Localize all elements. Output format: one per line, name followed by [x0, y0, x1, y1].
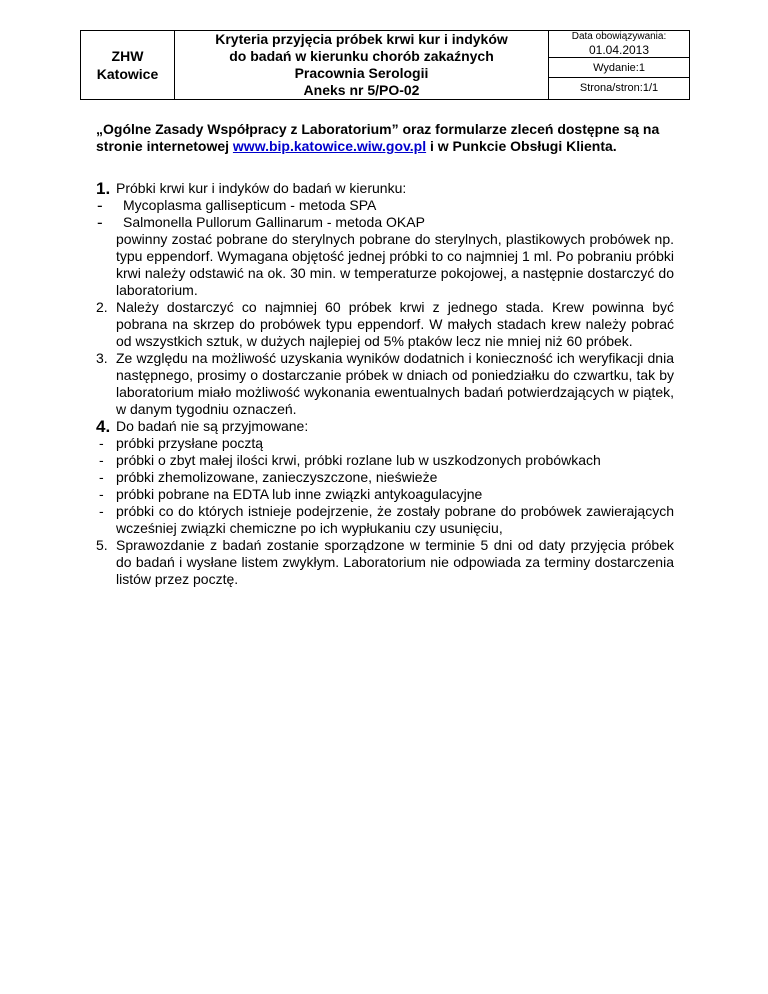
document-title — [175, 31, 549, 100]
dash-bullet: - — [97, 196, 103, 215]
effective-date-value: 01.04.2013 — [588, 43, 650, 58]
dash-bullet: - — [99, 435, 104, 451]
dash-bullet: - — [99, 486, 104, 502]
title-line: Kryteria przyjęcia próbek krwi kur i indyków — [215, 31, 508, 47]
dash-bullet: - — [99, 469, 104, 485]
sub-item-text: próbki pobrane na EDTA lub inne związki antykoagulacyjne — [116, 486, 483, 502]
item-text: Sprawozdanie z badań zostanie sporządzone w terminie 5 dni od daty przyjęcia próbek do badań i wysłane listem zwykłym. Laboratorium nie odpowiada za terminy dostarczenia listów przez pocztę. — [116, 537, 674, 587]
item-text: Ze względu na możliwość uzyskania wyników dodatnich i konieczność ich weryfikacji dnia następnego, prosimy o dostarczanie próbek w dniach od poniedziałku do czwartku, tak by laboratorium miało możliwość wykonania ewentualnych badań potwierdzających w piątek, w danym tygodniu oznaczeń. — [116, 350, 674, 417]
title-line: do badań w kierunku chorób zakaźnych — [229, 48, 494, 64]
list-item — [96, 350, 674, 418]
list-item — [96, 537, 674, 588]
sub-item — [96, 214, 674, 231]
item-number: 4. — [96, 417, 111, 436]
organization-cell — [81, 31, 175, 100]
list-item — [96, 180, 674, 197]
item-text: Należy dostarczyć co najmniej 60 próbek krwi z jednego stada. Krew powinna być pobrana na skrzep do probówek typu eppendorf. W małych stadach krew należy pobrać od wszystkich sztuk, w dużych najlepiej od 5% ptaków lecz nie mniej niż 60 próbek. — [116, 299, 674, 349]
sub-item — [96, 452, 674, 469]
list-item — [96, 418, 674, 435]
item-number: 3. — [96, 350, 108, 366]
title-line: Pracownia Serologii — [294, 65, 429, 81]
sub-item-text: Mycoplasma gallisepticum - metoda SPA — [123, 197, 377, 213]
organization-city: Katowice — [96, 66, 159, 82]
sub-item-text: próbki zhemolizowane, zanieczyszczone, nieświeże — [116, 469, 438, 485]
sub-item-text: próbki o zbyt małej ilości krwi, próbki rozlane lub w uszkodzonych probówkach — [116, 452, 601, 468]
sub-item — [96, 435, 674, 452]
effective-date-label: Data obowiązywania: — [571, 31, 667, 43]
intro-text: „Ogólne Zasady Współpracy z Laboratorium” oraz formularze zleceń dostępne są na stronie internetowej — [96, 121, 660, 154]
item-continuation-text: powinny zostać pobrane do sterylnych pobrane do sterylnych, plastikowych probówek np. typu eppendorf. Wymagana objętość jednej próbki to co najmniej 1 ml. Po pobraniu próbki krwi należy odstawić na ok. 30 min. w temperaturze pokojowej, a następnie dostarczyć do laboratorium. — [116, 231, 674, 298]
edition-cell: Wydanie:1 — [549, 58, 690, 77]
dash-bullet: - — [97, 213, 103, 232]
document-header — [80, 30, 690, 100]
sub-item — [96, 469, 674, 486]
dash-bullet: - — [99, 503, 104, 519]
item-number: 1. — [96, 179, 111, 198]
list-item — [96, 299, 674, 350]
website-link[interactable]: www.bip.katowice.wiw.gov.pl — [232, 138, 427, 154]
item-continuation — [96, 231, 674, 299]
intro-paragraph — [96, 121, 670, 155]
title-line: Aneks nr 5/PO-02 — [303, 82, 420, 98]
dash-bullet: - — [99, 452, 104, 468]
item-number: 5. — [96, 537, 108, 553]
page-count-cell: Strona/stron:1/1 — [549, 77, 690, 99]
sub-item — [96, 486, 674, 503]
item-text: Próbki krwi kur i indyków do badań w kierunku: — [116, 180, 407, 196]
effective-date-cell — [549, 31, 690, 58]
sub-item-text: Salmonella Pullorum Gallinarum - metoda OKAP — [123, 214, 425, 230]
item-text: Do badań nie są przyjmowane: — [116, 418, 309, 434]
intro-text-end: i w Punkcie Obsługi Klienta. — [426, 138, 617, 154]
sub-item — [96, 503, 674, 537]
sub-item — [96, 197, 674, 214]
sub-item-text: próbki co do których istnieje podejrzenie, że zostały pobrane do probówek zawierających wcześniej związki chemiczne po ich wypłukaniu czy usunięciu, — [116, 503, 674, 536]
organization-name: ZHW — [111, 48, 144, 64]
item-number: 2. — [96, 299, 108, 315]
sub-item-text: próbki przysłane pocztą — [116, 435, 264, 451]
criteria-list — [96, 180, 674, 588]
